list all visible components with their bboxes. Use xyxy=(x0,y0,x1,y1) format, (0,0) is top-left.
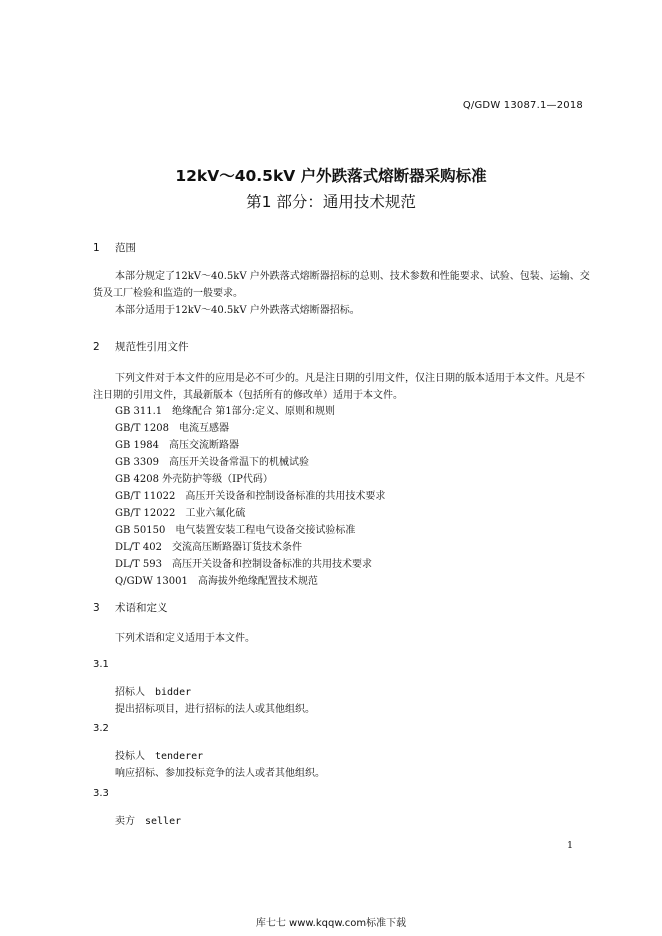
paragraph: 下列文件对于本文件的应用是必不可少的。凡是注日期的引用文件，仅注日期的版本适用于本文件。凡是不注日期的引用文件，其最新版本（包括所有的修改单）适用于本文件。 xyxy=(93,373,585,401)
reference-item: GB 4208 外壳防护等级（IP代码） xyxy=(115,474,273,485)
reference-item: GB/T 12022 工业六氟化硫 xyxy=(115,508,246,519)
term-en: seller xyxy=(145,816,182,827)
section-2-heading xyxy=(93,339,189,354)
section-1-heading xyxy=(93,240,136,255)
term-definition: 响应招标、参加投标竞争的法人或者其他组织。 xyxy=(115,768,325,779)
reference-item: GB/T 11022 高压开关设备和控制设备标准的共用技术要求 xyxy=(115,491,386,502)
paragraph: 本部分适用于12kV～40.5kV 户外跌落式熔断器招标。 xyxy=(115,305,360,316)
term-zh: 卖方 xyxy=(115,816,135,827)
section-1-body xyxy=(93,268,593,319)
section-title: 范围 xyxy=(115,242,136,254)
section-number: 2 xyxy=(93,341,100,353)
reference-item: GB 1984 高压交流断路器 xyxy=(115,440,239,451)
section-2-intro xyxy=(93,370,593,404)
term-entry xyxy=(115,812,181,827)
reference-item: DL/T 593 高压开关设备和控制设备标准的共用技术要求 xyxy=(115,559,372,570)
term-entry xyxy=(115,683,191,698)
section-3-heading xyxy=(93,600,168,615)
reference-item: GB 311.1 绝缘配合 第1部分:定义、原则和规则 xyxy=(115,406,336,417)
document-code: Q/GDW 13087.1—2018 xyxy=(462,100,583,111)
term-zh: 投标人 xyxy=(115,751,145,762)
term-number: 3.1 xyxy=(93,659,109,670)
document-subtitle: 第1 部分：通用技术规范 xyxy=(246,193,416,211)
paragraph: 下列术语和定义适用于本文件。 xyxy=(115,633,255,644)
page-number: 1 xyxy=(567,840,574,851)
reference-item: GB/T 1208 电流互感器 xyxy=(115,423,230,434)
footer-watermark[interactable]: 库七七 www.kqqw.com标准下载 xyxy=(255,918,407,929)
term-en: tenderer xyxy=(155,751,204,762)
term-definition: 提出招标项目，进行招标的法人或其他组织。 xyxy=(115,704,315,715)
section-title: 规范性引用文件 xyxy=(115,341,189,353)
section-number: 1 xyxy=(93,242,100,254)
reference-item: DL/T 402 交流高压断路器订货技术条件 xyxy=(115,542,302,553)
document-title: 12kV～40.5kV 户外跌落式熔断器采购标准 xyxy=(175,167,487,185)
paragraph: 本部分规定了12kV～40.5kV 户外跌落式熔断器招标的总则、技术参数和性能要求、试验、包装、运输、交货及工厂检验和监造的一般要求。 xyxy=(93,271,590,299)
reference-item: GB 50150 电气装置安装工程电气设备交接试验标准 xyxy=(115,525,356,536)
term-entry xyxy=(115,747,203,762)
reference-item: GB 3309 高压开关设备常温下的机械试验 xyxy=(115,457,309,468)
section-3-intro xyxy=(93,630,593,647)
reference-list xyxy=(115,403,385,590)
term-zh: 招标人 xyxy=(115,687,145,698)
term-en: bidder xyxy=(155,687,192,698)
term-number: 3.3 xyxy=(93,788,109,799)
section-title: 术语和定义 xyxy=(115,602,168,614)
section-number: 3 xyxy=(93,602,100,614)
reference-item: Q/GDW 13001 高海拔外绝缘配置技术规范 xyxy=(115,576,318,587)
term-number: 3.2 xyxy=(93,723,109,734)
